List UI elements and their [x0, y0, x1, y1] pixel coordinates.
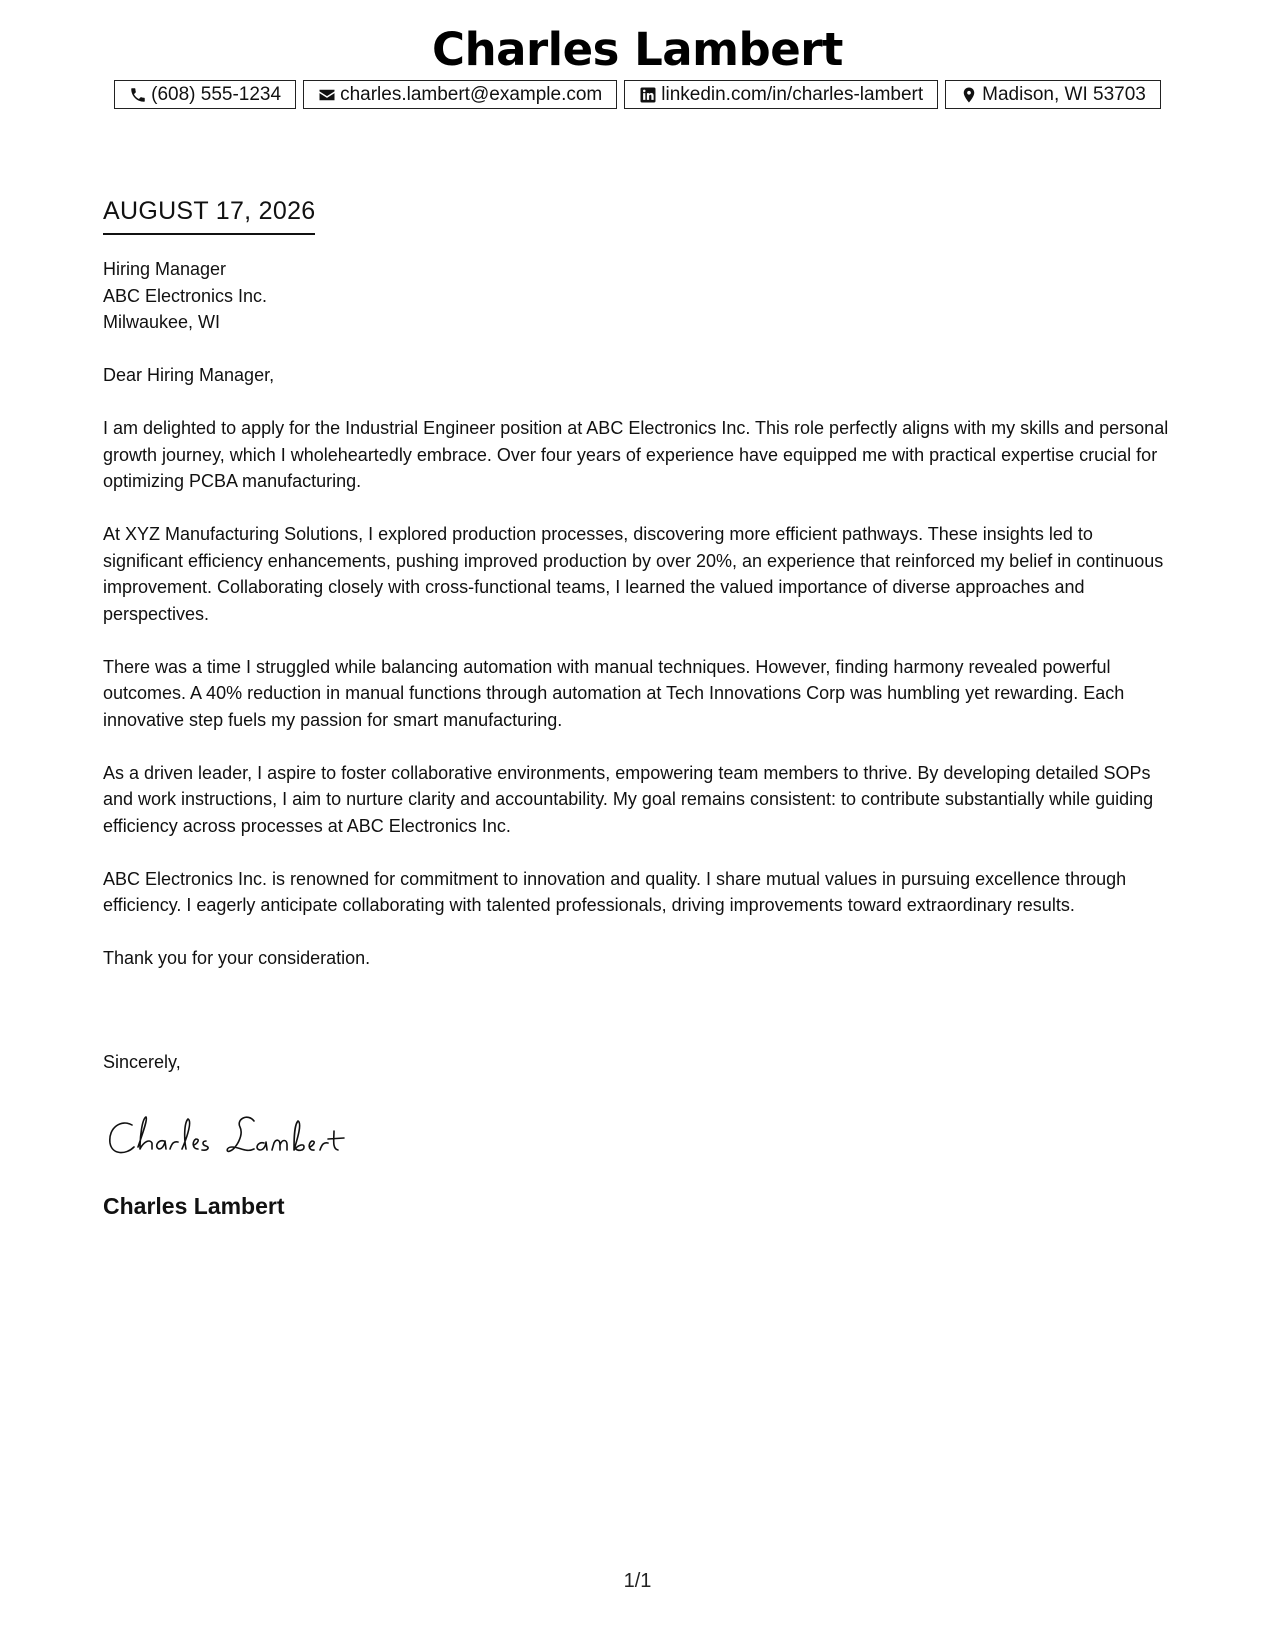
contact-phone-text: (608) 555-1234: [151, 83, 282, 105]
letter-body: [103, 362, 1175, 998]
recipient-company: ABC Electronics Inc.: [103, 285, 268, 306]
linkedin-icon: [639, 86, 657, 104]
recipient-location: Milwaukee, WI: [103, 312, 221, 332]
contact-email-text: charles.lambert@example.com: [340, 83, 603, 105]
contact-linkedin[interactable]: [624, 80, 938, 109]
salutation: Dear Hiring Manager,: [103, 365, 275, 385]
paragraph: There was a time I struggled while balancing automation with manual techniques. However, finding harmony revealed powerful outcomes. A 40% reduction in manual functions through automation at Tech Innovations Corp was humbling yet rewarding. Each innovative step fuels my passion for smart manufacturing.: [103, 656, 1125, 730]
letter-date: AUGUST 17, 2026: [103, 196, 315, 235]
contact-email[interactable]: [303, 80, 617, 109]
phone-icon: [129, 86, 147, 104]
recipient-title: Hiring Manager: [103, 259, 227, 279]
signed-name: Charles Lambert: [103, 1193, 285, 1219]
contact-phone[interactable]: [114, 80, 296, 109]
contact-location-text: Madison, WI 53703: [982, 83, 1146, 105]
envelope-icon: [318, 86, 336, 104]
paragraph: Thank you for your consideration.: [103, 948, 371, 968]
contact-bar: [0, 80, 1275, 109]
paragraph: At XYZ Manufacturing Solutions, I explored production processes, discovering more efficient pathways. These insights led to significant efficiency enhancements, pushing improved production by over 20%, an experience that reinforced my belief in continuous improvement. Collaborating closely with cross-functional teams, I learned the valued importance of diverse approaches and perspectives.: [103, 524, 1164, 624]
recipient-block: [103, 256, 267, 336]
map-marker-icon: [960, 86, 978, 104]
closing: Sincerely,: [103, 1052, 181, 1072]
paragraph: As a driven leader, I aspire to foster collaborative environments, empowering team members to thrive. By developing detailed SOPs and work instructions, I aim to nurture clarity and accountability. My goal remains consistent: to contribute substantially while guiding efficiency across processes at ABC Electronics Inc.: [103, 762, 1154, 836]
paragraph: ABC Electronics Inc. is renowned for commitment to innovation and quality. I share mutual values in pursuing excellence through efficiency. I eagerly anticipate collaborating with talented professionals, driving improvements toward extraordinary results.: [103, 868, 1127, 915]
page-number: 1/1: [623, 1570, 652, 1592]
paragraph: I am delighted to apply for the Industrial Engineer position at ABC Electronics Inc. This role perfectly aligns with my skills and personal growth journey, which I wholeheartedly embrace. Over four years of experience have equipped me with practical expertise crucial for optimizing PCBA manufacturing.: [103, 418, 1169, 491]
applicant-name: Charles Lambert: [432, 23, 843, 76]
contact-linkedin-text: linkedin.com/in/charles-lambert: [661, 83, 924, 105]
contact-location[interactable]: [945, 80, 1161, 109]
handwritten-signature: [104, 1105, 364, 1165]
